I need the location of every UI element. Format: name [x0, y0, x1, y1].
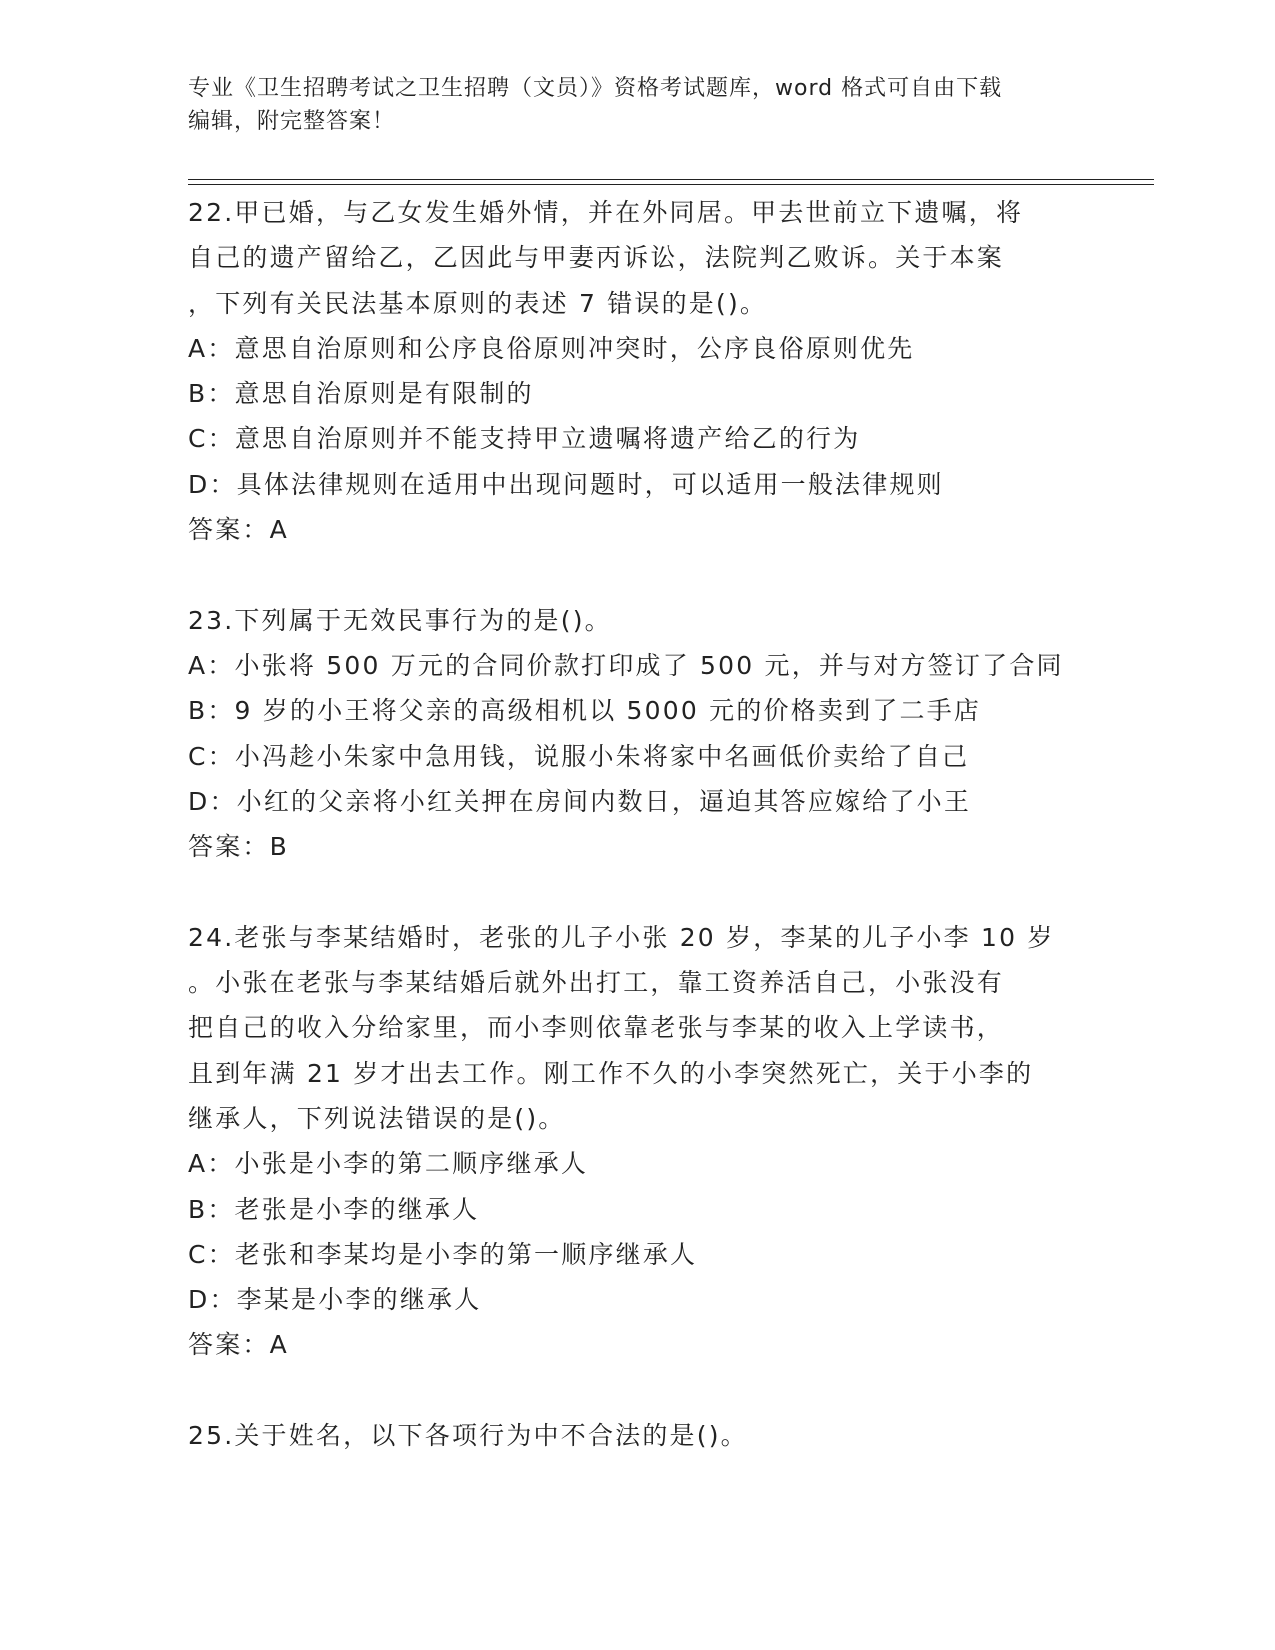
answer-option: D：李某是小李的继承人	[188, 1285, 482, 1315]
answer-option: B：9 岁的小王将父亲的高级相机以 5000 元的价格卖到了二手店	[188, 696, 982, 726]
answer-key: 答案：A	[188, 515, 289, 545]
answer-option: D：具体法律规则在适用中出现问题时，可以适用一般法律规则	[188, 469, 944, 499]
answer-option: B：意思自治原则是有限制的	[188, 379, 534, 409]
answer-option: D：小红的父亲将小红关押在房间内数日，逼迫其答应嫁给了小王	[188, 786, 972, 816]
question-stem-line: 23.下列属于无效民事行为的是()。	[188, 605, 612, 635]
answer-option: C：老张和李某均是小李的第一顺序继承人	[188, 1239, 698, 1269]
question-block	[188, 915, 1088, 1413]
question-stem-line: 自己的遗产留给乙，乙因此与甲妻丙诉讼，法院判乙败诉。关于本案	[188, 243, 1005, 273]
question-stem-line: 24.老张与李某结婚时，老张的儿子小张 20 岁，李某的儿子小李 10 岁	[188, 922, 1055, 952]
question-spacer	[188, 552, 1088, 597]
header-line-1: 专业《卫生招聘考试之卫生招聘（文员）》资格考试题库，word 格式可自由下载	[188, 76, 1003, 101]
question-stem-line: 且到年满 21 岁才出去工作。刚工作不久的小李突然死亡，关于小李的	[188, 1058, 1034, 1088]
question-stem-line: 。小张在老张与李某结婚后就外出打工，靠工资养活自己，小张没有	[188, 968, 1005, 998]
document-header	[188, 72, 1088, 138]
question-stem-line: ，下列有关民法基本原则的表述 7 错误的是()。	[188, 288, 768, 318]
answer-option: A：小张将 500 万元的合同价款打印成了 500 元，并与对方签订了合同	[188, 650, 1064, 680]
answer-option: B：老张是小李的继承人	[188, 1194, 480, 1224]
header-line-2: 编辑，附完整答案！	[188, 109, 396, 134]
question-block	[188, 190, 1088, 598]
question-spacer	[188, 869, 1088, 914]
answer-option: C：意思自治原则并不能支持甲立遗嘱将遗产给乙的行为	[188, 424, 861, 454]
answer-key: 答案：B	[188, 832, 289, 862]
question-block	[188, 1413, 1088, 1458]
answer-option: C：小冯趁小朱家中急用钱，说服小朱将家中名画低价卖给了自己	[188, 741, 970, 771]
question-spacer	[188, 1368, 1088, 1413]
question-stem-line: 继承人，下列说法错误的是()。	[188, 1103, 566, 1133]
question-list	[188, 190, 1088, 1458]
question-stem-line: 把自己的收入分给家里，而小李则依靠老张与李某的收入上学读书，	[188, 1013, 1005, 1043]
question-stem-line: 25.关于姓名，以下各项行为中不合法的是()。	[188, 1421, 748, 1451]
question-stem-line: 22.甲已婚，与乙女发生婚外情，并在外同居。甲去世前立下遗嘱，将	[188, 198, 1024, 227]
question-block	[188, 598, 1088, 915]
answer-key: 答案：A	[188, 1330, 289, 1360]
header-divider-bottom	[188, 184, 1154, 185]
answer-option: A：意思自治原则和公序良俗原则冲突时，公序良俗原则优先	[188, 333, 915, 363]
header-divider-top	[188, 179, 1154, 180]
answer-option: A：小张是小李的第二顺序继承人	[188, 1149, 589, 1179]
